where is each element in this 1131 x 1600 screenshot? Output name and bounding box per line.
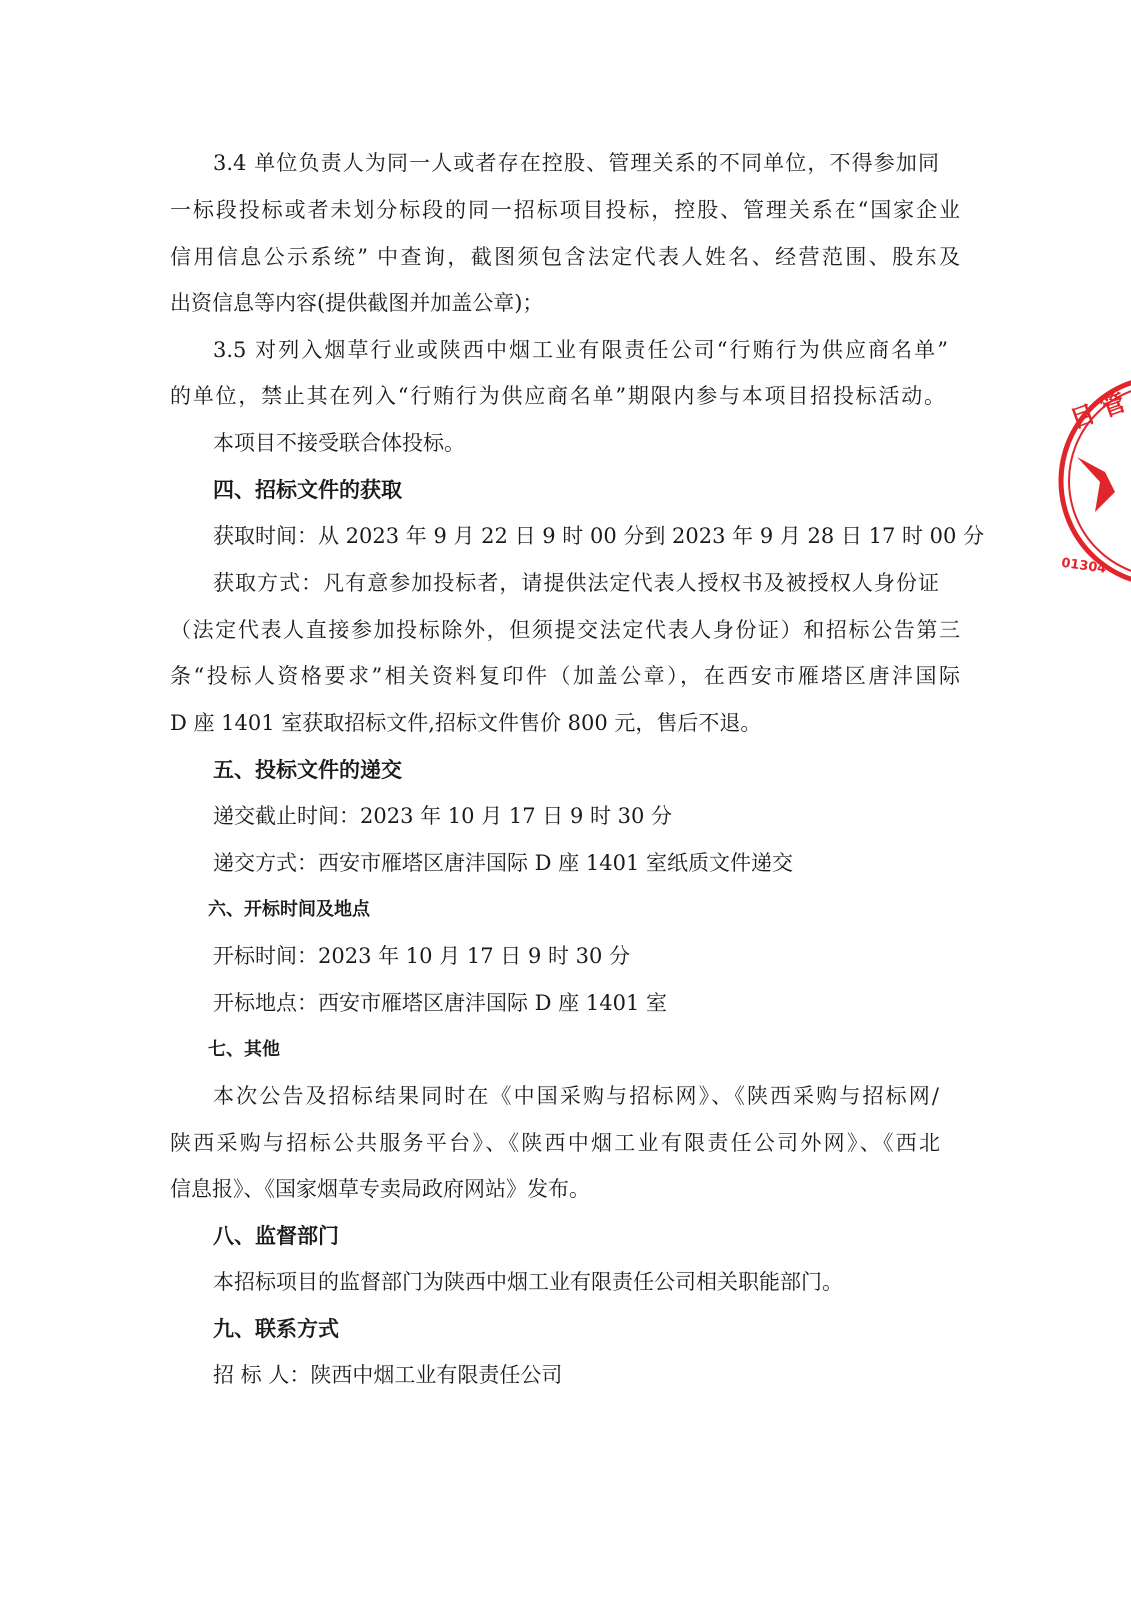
submission-deadline: 递交截止时间：2023 年 10 月 17 日 9 时 30 分 — [213, 804, 673, 828]
official-seal-stamp — [1055, 372, 1131, 590]
paragraph-3-5-line-1: 3.5 对列入烟草行业或陕西中烟工业有限责任公司“行贿行为供应商名单” — [213, 338, 948, 362]
section-4-heading: 四、招标文件的获取 — [213, 478, 402, 502]
publication-line-1: 本次公告及招标结果同时在《中国采购与招标网》、《陕西采购与招标网/ — [213, 1084, 939, 1108]
paragraph-3-5-line-2: 的单位，禁止其在列入“行贿行为供应商名单”期限内参与本项目招投标活动。 — [170, 384, 945, 408]
acquisition-time: 获取时间：从 2023 年 9 月 22 日 9 时 00 分到 2023 年 9 月 28 日 17 时 00 分 — [213, 524, 985, 548]
submission-method: 递交方式：西安市雁塔区唐沣国际 D 座 1401 室纸质文件递交 — [213, 851, 793, 875]
section-6-heading: 六、开标时间及地点 — [208, 899, 370, 920]
acquisition-method-line-4: D 座 1401 室获取招标文件,招标文件售价 800 元，售后不退。 — [170, 711, 762, 735]
opening-time: 开标时间：2023 年 10 月 17 日 9 时 30 分 — [213, 944, 631, 968]
paragraph-3-4-line-2: 一标段投标或者未划分标段的同一招标项目投标，控股、管理关系在“国家企业 — [170, 198, 960, 222]
seal-text-top: 目 管 — [1066, 388, 1130, 435]
section-7-heading: 七、其他 — [208, 1039, 280, 1060]
no-joint-bid-note: 本项目不接受联合体投标。 — [213, 431, 465, 455]
paragraph-3-4-line-3: 信用信息公示系统” 中查询，截图须包含法定代表人姓名、经营范围、股东及 — [170, 245, 960, 269]
section-5-heading: 五、投标文件的递交 — [213, 758, 402, 782]
acquisition-method-line-3: 条“投标人资格要求”相关资料复印件（加盖公章），在西安市雁塔区唐沣国际 — [170, 664, 960, 688]
opening-place: 开标地点：西安市雁塔区唐沣国际 D 座 1401 室 — [213, 991, 667, 1015]
section-9-heading: 九、联系方式 — [213, 1317, 339, 1341]
acquisition-method-line-2: （法定代表人直接参加投标除外，但须提交法定代表人身份证）和招标公告第三 — [170, 618, 960, 642]
publication-line-3: 信息报》、《国家烟草专卖局政府网站》发布。 — [170, 1177, 590, 1201]
supervision-text: 本招标项目的监督部门为陕西中烟工业有限责任公司相关职能部门。 — [213, 1270, 843, 1294]
paragraph-3-4-line-4: 出资信息等内容(提供截图并加盖公章)； — [170, 291, 544, 315]
paragraph-3-4-line-1: 3.4 单位负责人为同一人或者存在控股、管理关系的不同单位，不得参加同 — [213, 151, 939, 175]
seal-text-bottom: 01304 — [1060, 555, 1108, 577]
acquisition-method-line-1: 获取方式：凡有意参加投标者，请提供法定代表人授权书及被授权人身份证 — [213, 571, 939, 595]
tenderer-line: 招 标 人：陕西中烟工业有限责任公司 — [213, 1363, 563, 1387]
publication-line-2: 陕西采购与招标公共服务平台》、《陕西中烟工业有限责任公司外网》、《西北 — [170, 1131, 940, 1155]
section-8-heading: 八、监督部门 — [213, 1224, 339, 1248]
seal-star-icon — [1077, 457, 1115, 512]
